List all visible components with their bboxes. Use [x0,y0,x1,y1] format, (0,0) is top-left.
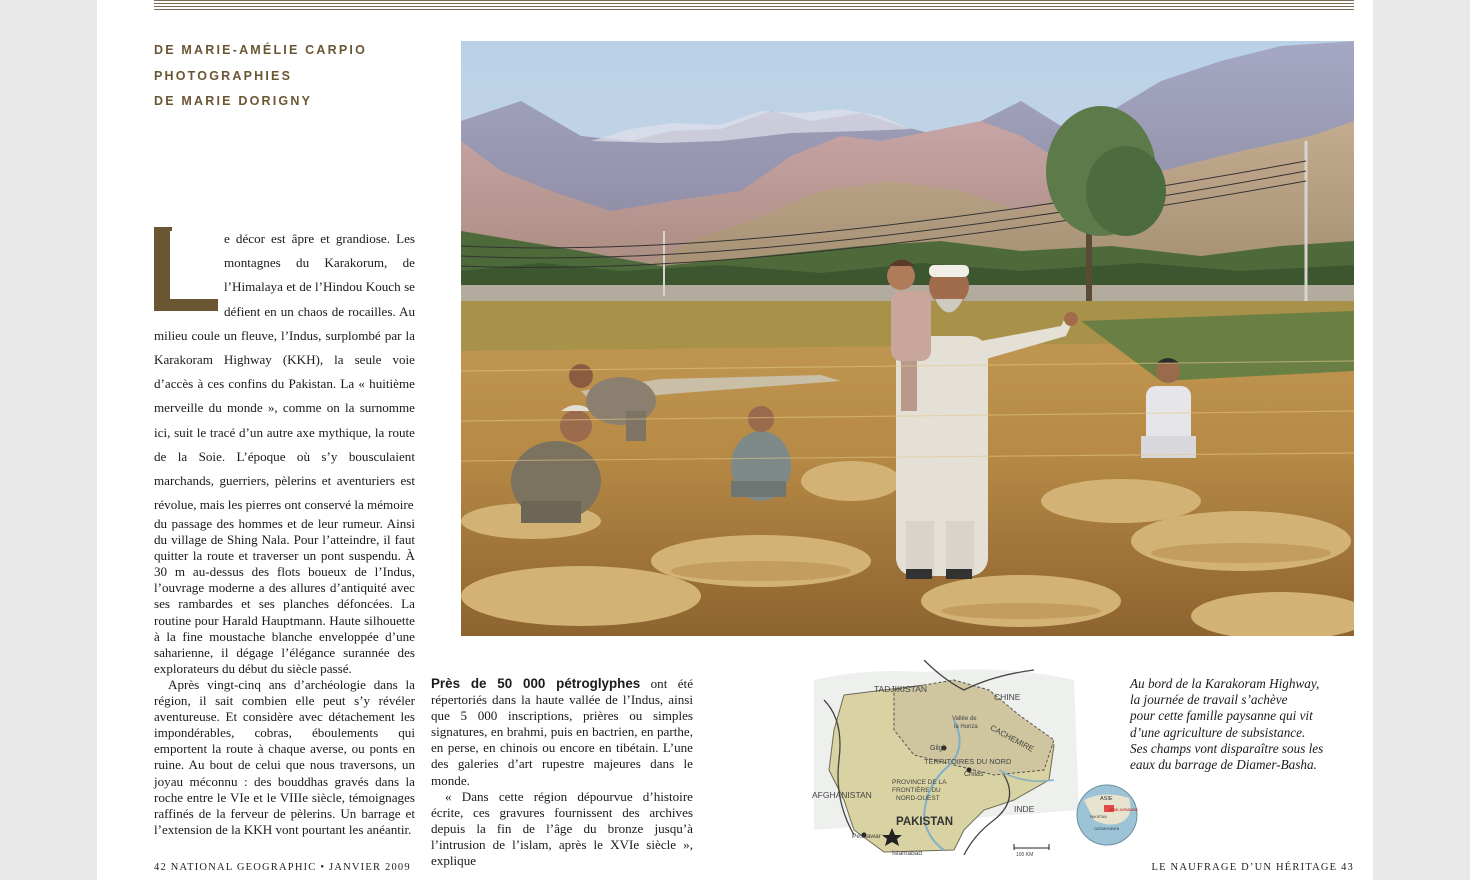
column-1 [154,516,415,838]
map-label-scale: 100 KM [1016,852,1034,858]
globe-label-ocean: OCÉAN INDIEN [1094,827,1120,831]
paragraph: du passage des hommes et de leur rumeur. Ainsi du village de Shing Nala. Pour l’atteindre, il faut quitter la route et traverser un pont suspendu. À 30 m au-dessus des flots boueux de l’Indus, l’ouvrage moderne a des allures d’antiquité avec ses rambardes et ses planches défoncées. La routine pour Harald Hauptmann. Haute silhouette à la fine moustache blanche enveloppée d’une saharienne, il dégage l’élégance surannée des explorateurs du début du siècle passé. [154,516,415,676]
magazine-spread [97,0,1373,880]
paragraph: ont été répertoriés dans la haute vallée de l’Indus, ainsi que 5 000 inscriptions, prières ou simples signatures, en brahmi, puis en bactrien, en parthe, en perse, en chinois ou encore en tibétain. L’une des galeries d’art rupestre majeures dans le monde. [431,676,694,788]
caption-line: la journée de travail s’achève [1130,692,1288,708]
map-label-gilgit: Gilgit [930,745,946,752]
region-map [804,660,1166,858]
caption-line: eaux du barrage de Diamer-Basha. [1130,757,1317,773]
folio-left: 42 NATIONAL GEOGRAPHIC • JANVIER 2009 [154,862,411,873]
map-label-peshawar: Peshawar [852,833,881,840]
paragraph: Après vingt-cinq ans d’archéologie dans la région, il sait combien elle peut s’y révéler aventureuse. Et considère avec détachement les impondérables, cobras, éboulements qui emportent la route à chaque averse, ou ponts en ruine. Au bout de celui que nous traversons, un joyau méconnu : des bouddhas gravés dans la roche entre le VIe et le VIIIe siècle, témoignages raffinés de la ferveur de pèlerins. Un barrage et l’extension de la KKH vont pourtant les anéantir. [154,676,415,837]
map-label-vallee-2: la Hunza [954,724,978,730]
globe-label-asie: ASIE [1100,796,1113,802]
map-label-province-3: NORD-OUEST [896,795,940,802]
map-label-tadjikistan: TADJIKISTAN [874,684,928,694]
author-credit: DE MARIE-AMÉLIE CARPIO [154,43,367,57]
map-label-afghanistan: AFGHANISTAN [812,790,872,800]
map-label-territoires: TERRITOIRES DU NORD [924,757,1012,766]
globe-label-zone: ZONE AGRANDIE [1109,808,1138,812]
map-label-vallee-1: Vallée de [952,716,977,722]
folio-right: LE NAUFRAGE D’UN HÉRITAGE 43 [1151,862,1354,873]
byline [154,38,434,115]
map-label-pakistan: PAKISTAN [896,816,954,828]
paragraph: « Dans cette région dépourvue d’histoire écrite, ces gravures fournissent des archives depuis la fin de l’âge du bronze jusqu’à l’intrusion de l’islam, après le XVIe siècle », explique [431,788,693,869]
caption-line: Au bord de la Karakoram Highway, [1130,676,1320,691]
map-label-inde: INDE [1014,804,1035,814]
intro-text [154,227,415,517]
caption-line: Ses champs vont disparaître sous les [1130,740,1324,756]
photos-label: PHOTOGRAPHIES [154,68,293,83]
column-2 [431,676,693,869]
harvest-photo [461,41,1354,636]
caption-line: pour cette famille paysanne qui vit [1130,708,1313,724]
header-rules [154,0,1354,12]
map-label-islamabad: Islamabad [892,850,922,857]
photographer-credit: DE MARIE DORIGNY [154,94,313,108]
photo-caption [1130,676,1350,773]
map-label-cachemire: CACHEMIRE [988,723,1036,754]
map-label-province-1: PROVINCE DE LA [892,779,947,786]
map-label-province-2: FRONTIÈRE DU [892,787,941,794]
map-label-chine: CHINE [994,692,1021,702]
map-label-chilas: Chilas [964,771,984,778]
lede: Près de 50 000 pétroglyphes [431,676,641,691]
intro-body: e décor est âpre et grandiose. Les montagnes du Karakorum, de l’Himalaya et de l’Hindou Kouch se défient en un chaos de rocailles. Au milieu coule un fleuve, l’Indus, surplombé par la Karakoram Highway (KKH), la seule voie d’accès à ces confins du Pakistan. La « huitième merveille du monde », comme on la surnomme ici, suit le tracé d’un autre axe mythique, la route de la Soie. L’époque où s’y bousculaient marchands, guerriers, pèlerins et aventuriers est révolue, mais les pierres ont conservé la mémoire [154,231,415,513]
globe-label-pakistan: PAKISTAN [1090,815,1107,819]
drop-cap [154,227,218,311]
caption-line: d’une agriculture de subsistance. [1130,724,1306,740]
